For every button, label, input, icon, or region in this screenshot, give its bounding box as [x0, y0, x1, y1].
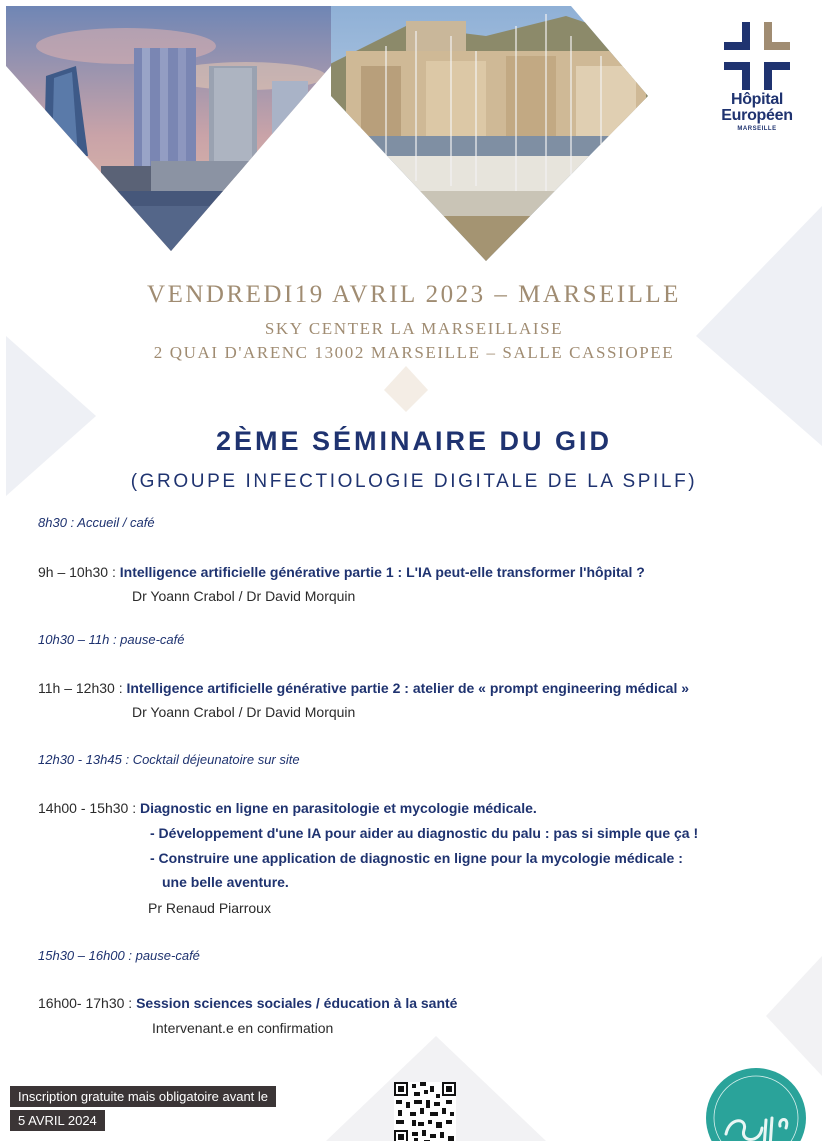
session-1-title: Intelligence artificielle générative partie 1 : L'IA peut-elle transformer l'hôpital ? [119, 564, 645, 580]
program-accueil: 8h30 : Accueil / café [38, 515, 155, 530]
program-pause-2: 15h30 – 16h00 : pause-café [38, 948, 200, 963]
inscription-notice-line1: Inscription gratuite mais obligatoire avant le [10, 1086, 276, 1107]
spilf-logo [700, 1056, 820, 1141]
event-date: VENDREDI19 AVRIL 2023 – MARSEILLE [147, 281, 681, 308]
logo-city: MARSEILLE [737, 126, 777, 132]
session-3-time: 14h00 - 15h30 : [38, 800, 140, 816]
venue-address: 2 QUAI D'ARENC 13002 MARSEILLE – SALLE CASSIOPEE [153, 343, 675, 362]
program-session-4 [38, 995, 457, 1011]
venue-name: SKY CENTER LA MARSEILLAISE [264, 319, 564, 338]
program-session-3 [38, 800, 537, 816]
session-2-speakers: Dr Yoann Crabol / Dr David Morquin [132, 704, 356, 720]
program-cocktail: 12h30 - 13h45 : Cocktail déjeunatoire sur site [38, 752, 300, 767]
qr-code-icon[interactable] [394, 1082, 456, 1141]
program-session-1 [38, 564, 645, 580]
session-4-title: Session sciences sociales / éducation à la santé [136, 995, 458, 1011]
logo-name-line2: Européen [721, 107, 793, 124]
skyscrapers-photo [6, 6, 336, 266]
session-3-item-1: - Développement d'une IA pour aider au diagnostic du palu : pas si simple que ça ! [150, 825, 699, 841]
hopital-europeen-logo [712, 20, 802, 132]
logo-name-line1: Hôpital [730, 91, 784, 108]
session-1-speakers: Dr Yoann Crabol / Dr David Morquin [132, 588, 356, 604]
session-3-title: Diagnostic en ligne en parasitologie et mycologie médicale. [139, 800, 537, 816]
flyer-page [6, 6, 822, 1141]
program-pause-1: 10h30 – 11h : pause-café [38, 632, 185, 647]
old-port-photo [326, 6, 656, 266]
seminar-subtitle: (GROUPE INFECTIOLOGIE DIGITALE DE LA SPILF) [130, 471, 698, 492]
session-3-item-2: - Construire une application de diagnostic en ligne pour la mycologie médicale : [150, 850, 683, 866]
seminar-title: 2ÈME SÉMINAIRE DU GID [215, 426, 613, 456]
cross-logo-icon [722, 20, 792, 92]
header-photos [6, 6, 822, 276]
session-2-time: 11h – 12h30 : [38, 680, 127, 696]
session-2-title: Intelligence artificielle générative partie 2 : atelier de « prompt engineering médical » [126, 680, 690, 696]
session-3-speaker: Pr Renaud Piarroux [148, 900, 271, 916]
inscription-notice-line2: 5 AVRIL 2024 [10, 1110, 105, 1131]
program-session-2 [38, 680, 689, 696]
session-3-item-2-continued: une belle aventure. [162, 874, 289, 890]
session-4-time: 16h00- 17h30 : [38, 995, 137, 1011]
session-1-time: 9h – 10h30 : [38, 564, 120, 580]
session-4-speaker: Intervenant.e en confirmation [152, 1020, 334, 1036]
